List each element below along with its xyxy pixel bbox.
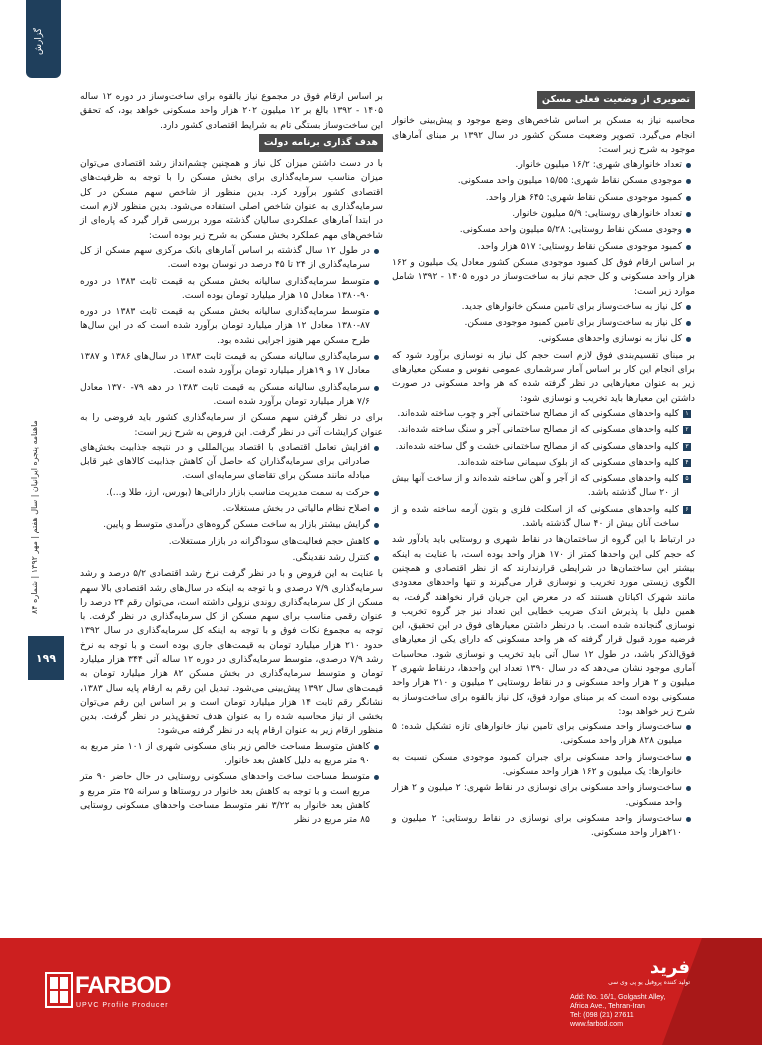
list-item: کل نیاز به ساخت‌وساز برای تامین کمبود موجودی مسکن. [392,316,691,330]
stats-list [392,158,695,254]
list-item-text: کلیه واحدهای مسکونی که از مصالح ساختمانی آجر و سنگ ساخته شده‌اند. [397,424,679,436]
farbod-logo-fa [570,957,690,987]
list-item [392,456,691,470]
running-header: ماهنامه پنجره ایرانیان | سال هفتم | مهر ۱۳۹۲ | شماره ۸۴ [30,420,39,614]
performance-list [80,244,383,409]
list-item [392,503,691,532]
list-item: سرمایه‌گذاری سالیانه مسکن به قیمت ثابت ۱۳۸۳ در سال‌های ۱۳۸۶ و ۱۳۸۷ معادل ۱۷ و ۱۹هزار میلیارد تومان برآورد شده است. [80,350,379,379]
list-item: افزایش تعامل اقتصادی با اقتصاد بین‌المللی و در نتیجه جذابیت بخش‌های صادراتی برای سرمایه‌گذاران که حاصل آن کاهش جذابیت کالاهای غیر قابل مبادله مانند مسکن برای تقاضای سرمایه‌ای است. [80,441,379,484]
list-item: متوسط سرمایه‌گذاری سالیانه بخش مسکن به قیمت ثابت ۱۳۸۳ در دوره ۹۰-۱۳۸۰ معادل ۱۵ هزار میلیارد تومان بوده است. [80,275,379,304]
paragraph: بر اساس ارقام فوق در مجموع نیاز بالقوه برای ساخت‌وساز در دوره ۱۲ ساله ۱۴۰۵ - ۱۳۹۲ بالغ بر ۱۲ میلیون ۲۰۲ هزار واحد مسکونی خواهد بود، که تحقق این ساخت‌وساز بستگی تام به شرایط اقتصادی کشور دارد. [80,91,384,131]
page-number: ۱۹۹ [28,636,64,680]
list-item-text: کلیه واحدهای مسکونی که از مصالح ساختمانی خشت و گل ساخته شده‌اند. [395,440,679,452]
phone-line: Tel: (098 (21) 27611 [570,1010,634,1019]
list-item-text: کلیه واحدهای مسکونی که از بلوک سیمانی ساخته شده‌اند. [457,456,679,468]
list-item: وجودی مسکن نقاط روستایی: ۵/۲۸ میلیون واحد مسکونی. [392,223,691,237]
brand-tagline-fa: تولید کننده پروفیل یو پی وی سی [608,979,690,986]
section-tab-label: گزارش [34,27,44,56]
list-item-text: کلیه واحدهای مسکونی که از آجر و آهن ساخته شده‌اند و از ساخت آنها بیش از ۲۰ سال گذشته باشد. [392,473,679,499]
list-item: سرمایه‌گذاری سالیانه مسکن به قیمت ثابت ۱۳۸۳ در دهه ۷۹- ۱۳۷۰ معادل ۷/۶ هزار میلیارد تومان برآورد شده است. [80,381,379,410]
paragraph: برای در نظر گرفتن سهم مسکن از سرمایه‌گذاری کشور باید فروضی را به عنوان کرایشات آتی در نظر گرفت. این فروض به شرح زیر است: [80,412,383,438]
list-item: در طول ۱۲ سال گذشته بر اساس آمارهای بانک مرکزی سهم مسکن از کل سرمایه‌گذاری از ۲۴ تا ۴۵ درصد در نوسان بوده است. [80,244,379,273]
list-item: موجودی مسکن نقاط شهری: ۱۵/۵۵ میلیون واحد مسکونی. [392,174,691,188]
paragraph: در ارتباط با این گروه از ساختمان‌ها در نقاط شهری و روستایی باید یادآور شد که حجم کلی این واحدها کمتر از ۱۷۰ هزار واحد بوده است، با عنایت به اینکه بیشتر این ساختمان‌ها در شرایطی قرارندارند که از نظر اقتصادی و همچنین الگوی زیستی مورد تخریب و نوسازی قرار می‌گیرند و تنها واحدهای معدودی مانند شهرک اکباتان هستند که در معرض این جریان قرار نخواهند گرفت، به همین دلیل با پذیرش اندک ضریب خطایی این تعداد نیز جز گروه تخریب و نوسازی گنجانده شده است. با درنظر داشتن معیارهای فوق در این تحقیق، این فرضیه مورد قبول قرار گرفته که هر واحد مسکونی که دارای یکی از معیارهای فوق‌الذکر باشد، در طول ۱۲ سال آتی باید تخریب و نوسازی شود. محاسبات آماری موجود نشان می‌دهد که در سال ۱۳۹۰ تعداد این واحدها، درنقاط شهری ۲ میلیون و ۲ هزار واحد مسکونی و در نقاط روستایی ۲ میلیون و ۲۱۰ هزار واحد مسکونی بوده است که بر مبنای موارد فوق، کل نیاز بالقوه برای ساخت‌وساز به شرح زیر خواهد بود: [392,534,695,717]
paragraph: بر اساس ارقام فوق کل کمبود موجودی مسکن کشور معادل یک میلیون و ۱۶۲ هزار واحد مسکونی و کل حجم نیاز به ساخت‌وساز در دوره ۱۴۰۵ - ۱۳۹۲ شامل موارد زیر است: [392,256,695,297]
list-item-text: کلیه واحدهای مسکونی که از مصالح ساختمانی آجر و چوب ساخته شده‌اند. [397,407,679,419]
paragraph: با در دست داشتن میزان کل نیاز و همچنین چشم‌انداز رشد اقتصادی می‌توان میزان مناسب سرمایه‌گذاری برای بخش مسکن را با توجه به ظرفیت‌های اقتصادی کشور برآورد کرد. بدین منظور از شاخص سهم مسکن در کل سرمایه‌گذاری به عنوان شاخص اصلی استفاده می‌شود. بدین منظور لازم است در ابتدا آمارهای عملکردی سالیان گذشته مورد بررسی قرار گیرد که پاره‌ای از شاخص‌های مهم عملکرد بخش مسکن به شرح زیر بوده است: [80,158,383,241]
list-item: متوسط مساحت ساخت واحدهای مسکونی روستایی در حال حاضر ۹۰ متر مربع است و با توجه به کاهش بعد خانوار در روستاها و سرانه ۲۵ متر مربع و کاهش بعد خانوار به ۳/۲۲ نفر متوسط مساحت واحدهای مسکونی روستایی ۸۵ متر مربع در نظر [80,770,379,827]
contact-info [570,992,720,1028]
left-column [80,90,383,830]
number-badge: ۵ [683,475,691,483]
section-heading: هدف گذاری برنامه دولت [259,134,383,152]
list-item: کل نیاز به ساخت‌وساز برای تامین مسکن خانوارهای جدید. [392,300,691,314]
address-line: Add: No. 16/1, Golgasht Alley, [570,992,666,1001]
list-item: ساخت‌وساز واحد مسکونی برای نوسازی در نقاط شهری: ۲ میلیون و ۲ هزار واحد مسکونی. [392,781,691,810]
number-badge: ۳ [683,443,691,451]
list-item: ساخت‌وساز واحد مسکونی برای تامین نیاز خانوارهای تازه تشکیل شده: ۵ میلیون ۸۲۸ هزار واحد مسکونی. [392,720,691,749]
targets-list [80,740,383,828]
criteria-list [392,407,695,531]
window-frame-icon [45,972,73,1008]
list-item [392,472,691,501]
brand-name-fa: فرید [649,957,690,978]
list-item [392,423,691,437]
number-badge: ۱ [683,410,691,418]
section-tab [26,0,61,78]
number-badge: ۲ [683,426,691,434]
paragraph: با عنایت به این فروض و با در نظر گرفت نرخ رشد اقتصادی ۵/۲ درصد و رشد سرمایه‌گذاری ۷/۹ درصدی و با توجه به اینکه در سال‌های رشد اقتصادی بالا سهم مسکن از کل سرمایه‌گذاری روندی نزولی داشته است، می‌توان رقم ۲۴ درصد را عنوان رقمی مناسب برای سهم مسکن از کل سرمایه‌گذاری در نظر گرفت. با توجه به مجموع نکات فوق و با توجه به اینکه کل سرمایه‌گذاری در سال ۱۳۹۲ حدود ۲۱۰ هزار میلیارد تومان به قیمت‌های جاری بوده است و با توجه به نرخ رشد ۷/۹ درصدی، متوسط سرمایه‌گذاری در دوره ۱۲ ساله آتی ۳۴۴ هزار میلیارد تومان و متوسط سرمایه‌گذاری در بخش مسکن ۸۲ هزار میلیارد تومان به قیمت‌های سال ۱۳۹۲ پیش‌بینی می‌شود. تبدیل این رقم به ارقام پایه سال ۱۳۸۳، نشانگر رقم ثابت ۱۴ هزار میلیارد تومان است و بر اساس این رقم می‌توان بخشی از نیاز محاسبه شده را به عنوان هدف تحقق‌پذیر در نظر گرفت. بدین منظور ارقام زیر به عنوان ارقام پایه در نظر گرفته می‌شود: [80,568,384,737]
list-item: ساخت‌وساز واحد مسکونی برای جبران کمبود موجودی مسکن نسبت به خانوارها: یک میلیون و ۱۶۲ هزار واحد مسکونی. [392,751,691,780]
list-item: کمبود موجودی مسکن نقاط روستایی: ۵۱۷ هزار واحد. [392,240,691,254]
list-item: کنترل رشد نقدینگی. [80,551,379,565]
right-column [392,90,695,843]
needs-list [392,300,695,347]
list-item: کاهش متوسط مساحت خالص زیر بنای مسکونی شهری از ۱۰۱ متر مربع به ۹۰ متر مربع به دلیل کاهش بعد خانوار. [80,740,379,769]
list-item-text: کلیه واحدهای مسکونی که از اسکلت فلزی و بتون آرمه ساخته شده و از ساخت آنان بیش از ۴۰ سال گذشته باشد. [392,503,679,530]
assumptions-list [80,441,383,565]
number-badge: ۴ [683,459,691,467]
list-item: اصلاح نظام مالیاتی در بخش مستغلات. [80,502,379,516]
list-item: حرکت به سمت مدیریت مناسب بازار دارائی‌ها (بورس، ارز، طلا و...). [80,486,379,500]
brand-tagline: UPVC Profile Producer [76,1002,169,1009]
paragraph: محاسبه نیاز به مسکن بر اساس شاخص‌های وضع موجود و پیش‌بینی خانوار انجام می‌گیرد. تصویر وضعیت مسکن کشور در سال ۱۳۹۲ بر مبنای آمارهای موجود به شرح زیر است: [392,115,695,155]
list-item: تعداد خانوارهای شهری: ۱۶/۲ میلیون خانوار. [392,158,691,172]
list-item [392,407,691,421]
paragraph: بر مبنای تقسیم‌بندی فوق لازم است حجم کل نیاز به نوسازی برآورد شود که برای انجام این کار بر اساس آمار سرشماری عمومی نفوس و مسکن معیارهای زیر به عنوان معیارهایی در نظر گرفته شده که هر واحد مسکونی در صورت داشتن این معیارها باید تخریب و نوسازی شود: [392,349,695,404]
list-item: گرایش بیشتر بازار به ساخت مسکن گروه‌های درآمدی متوسط و پایین. [80,518,379,532]
list-item: ساخت‌وساز واحد مسکونی برای نوسازی در نقاط روستایی: ۲ میلیون و ۲۱۰هزار واحد مسکونی. [392,812,691,841]
farbod-logo [45,970,195,1020]
list-item: متوسط سرمایه‌گذاری سالیانه بخش مسکن به قیمت ثابت ۱۳۸۳ در دوره ۸۷-۱۳۸۰ معادل ۱۲ هزار میلیارد تومان برآورد شده است که در این سال‌ها طرح مسکن مهر هنوز اجرایی نشده بود. [80,305,379,348]
list-item [392,440,691,454]
section-heading: تصویری از وضعیت فعلی مسکن [537,91,695,109]
number-badge: ۶ [683,506,691,514]
list-item: کاهش حجم فعالیت‌های سوداگرانه در بازار مستغلات. [80,535,379,549]
website-link[interactable]: www.farbod.com [570,1019,624,1028]
list-item: کل نیاز به نوسازی واحدهای مسکونی. [392,332,691,346]
list-item: تعداد خانوارهای روستایی: ۵/۹ میلیون خانوار. [392,207,691,221]
list-item: کمبود موجودی مسکن نقاط شهری: ۶۴۵ هزار واحد. [392,191,691,205]
address-line: Africa Ave., Tehran-Iran [570,1001,645,1010]
brand-name: FARBOD [75,972,171,999]
totals-list [392,720,695,840]
